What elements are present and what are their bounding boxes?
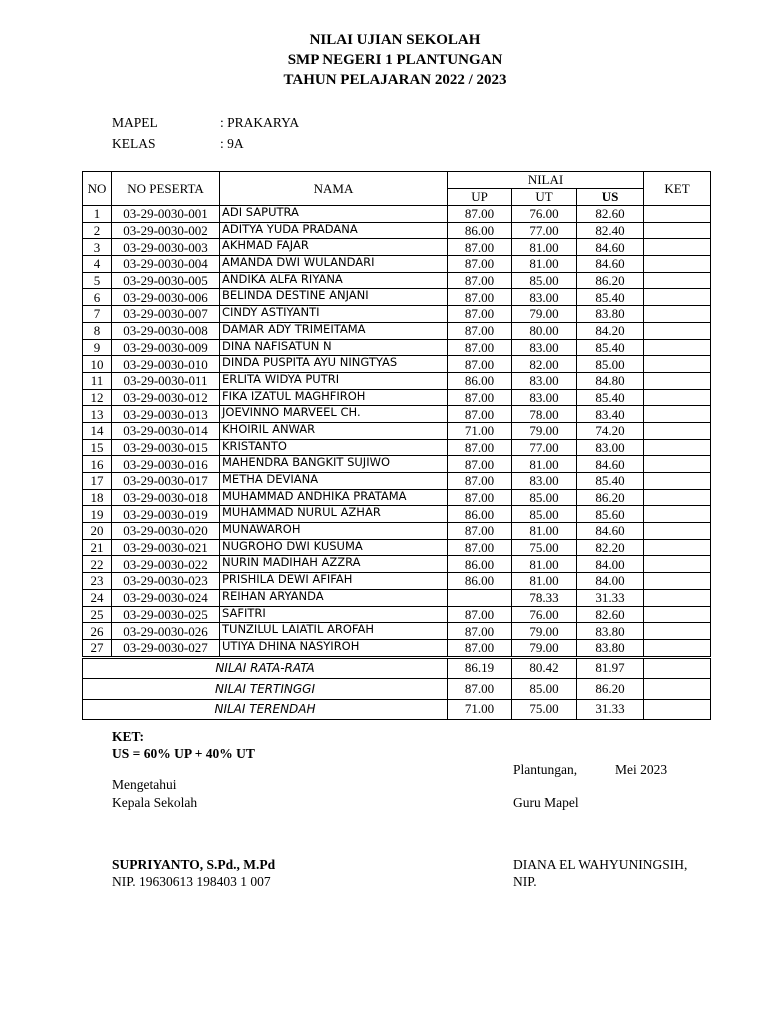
- row-ut: 79.00: [512, 639, 577, 657]
- row-us: 86.20: [577, 489, 644, 506]
- kepala-nip: NIP. 19630613 198403 1 007: [112, 874, 271, 889]
- row-up: 87.00: [448, 272, 512, 289]
- row-nama: MUNAWAROH: [220, 523, 448, 540]
- row-nama: NURIN MADIHAH AZZRA: [220, 556, 448, 573]
- header-no: NO: [83, 172, 112, 206]
- signature-date: Mei 2023: [615, 762, 668, 777]
- row-ket: [644, 623, 711, 640]
- row-no: 24: [83, 589, 112, 606]
- row-nama: CINDY ASTIYANTI: [220, 306, 448, 323]
- summary-us: 86.20: [577, 679, 644, 700]
- table-row: [83, 306, 711, 323]
- row-us: 84.60: [577, 239, 644, 256]
- row-no: 26: [83, 623, 112, 640]
- row-ut: 80.00: [512, 322, 577, 339]
- table-row: [83, 256, 711, 273]
- table-row: [83, 222, 711, 239]
- doc-title-line1: NILAI UJIAN SEKOLAH: [309, 32, 481, 48]
- row-peserta: 03-29-0030-015: [112, 439, 220, 456]
- row-peserta: 03-29-0030-009: [112, 339, 220, 356]
- row-ket: [644, 256, 711, 273]
- row-ket: [644, 456, 711, 473]
- row-no: 5: [83, 272, 112, 289]
- row-nama: MUHAMMAD ANDHIKA PRATAMA: [220, 489, 448, 506]
- row-us: 84.20: [577, 322, 644, 339]
- row-us: 84.60: [577, 256, 644, 273]
- row-up: 86.00: [448, 573, 512, 590]
- row-no: 21: [83, 539, 112, 556]
- table-row: [83, 573, 711, 590]
- row-peserta: 03-29-0030-026: [112, 623, 220, 640]
- table-row: [83, 239, 711, 256]
- row-up: 87.00: [448, 256, 512, 273]
- row-peserta: 03-29-0030-013: [112, 406, 220, 423]
- ket-label: KET:: [112, 729, 145, 744]
- row-peserta: 03-29-0030-027: [112, 639, 220, 657]
- table-row: [83, 639, 711, 657]
- header-up: UP: [448, 189, 512, 206]
- row-us: 82.60: [577, 606, 644, 623]
- row-ut: 81.00: [512, 573, 577, 590]
- row-no: 22: [83, 556, 112, 573]
- row-up: 87.00: [448, 406, 512, 423]
- row-no: 4: [83, 256, 112, 273]
- row-up: 71.00: [448, 422, 512, 439]
- row-us: 83.40: [577, 406, 644, 423]
- row-ut: 85.00: [512, 272, 577, 289]
- row-ut: 78.00: [512, 406, 577, 423]
- row-no: 18: [83, 489, 112, 506]
- row-nama: AKHMAD FAJAR: [220, 239, 448, 256]
- row-up: 86.00: [448, 506, 512, 523]
- row-ut: 82.00: [512, 356, 577, 373]
- row-ket: [644, 372, 711, 389]
- row-ut: 79.00: [512, 623, 577, 640]
- row-ket: [644, 589, 711, 606]
- row-ut: 81.00: [512, 456, 577, 473]
- row-nama: PRISHILA DEWI AFIFAH: [220, 573, 448, 590]
- table-row: [83, 289, 711, 306]
- row-us: 84.00: [577, 556, 644, 573]
- row-ut: 81.00: [512, 556, 577, 573]
- row-us: 83.80: [577, 623, 644, 640]
- table-row: [83, 606, 711, 623]
- kepala-name: SUPRIYANTO, S.Pd., M.Pd: [112, 857, 276, 872]
- row-peserta: 03-29-0030-023: [112, 573, 220, 590]
- table-row: [83, 623, 711, 640]
- summary-row: [83, 679, 711, 700]
- table-row: [83, 473, 711, 490]
- student-rows: [83, 206, 711, 658]
- header-nama: NAMA: [220, 172, 448, 206]
- table-row: [83, 539, 711, 556]
- signature-place: Plantungan,: [513, 762, 578, 777]
- header-ket: KET: [644, 172, 711, 206]
- row-ket: [644, 639, 711, 657]
- row-nama: MUHAMMAD NURUL AZHAR: [220, 506, 448, 523]
- row-ut: 81.00: [512, 523, 577, 540]
- row-us: 84.00: [577, 573, 644, 590]
- summary-up: 86.19: [448, 657, 512, 679]
- table-row: [83, 389, 711, 406]
- row-up: 87.00: [448, 322, 512, 339]
- row-no: 9: [83, 339, 112, 356]
- row-us: 84.60: [577, 523, 644, 540]
- row-nama: FIKA IZATUL MAGHFIROH: [220, 389, 448, 406]
- row-up: 86.00: [448, 222, 512, 239]
- summary-ket: [644, 699, 711, 720]
- row-no: 23: [83, 573, 112, 590]
- row-us: 85.40: [577, 289, 644, 306]
- row-up: 87.00: [448, 606, 512, 623]
- row-nama: SAFITRI: [220, 606, 448, 623]
- guru-name: DIANA EL WAHYUNINGSIH,: [513, 857, 688, 872]
- row-ut: 83.00: [512, 473, 577, 490]
- row-up: 87.00: [448, 473, 512, 490]
- header-us: US: [577, 189, 644, 206]
- summary-label: NILAI TERTINGGI: [83, 679, 448, 700]
- grades-table: [82, 171, 711, 720]
- row-ut: 81.00: [512, 256, 577, 273]
- row-nama: BELINDA DESTINE ANJANI: [220, 289, 448, 306]
- row-ket: [644, 356, 711, 373]
- row-peserta: 03-29-0030-004: [112, 256, 220, 273]
- row-peserta: 03-29-0030-020: [112, 523, 220, 540]
- row-nama: NUGROHO DWI KUSUMA: [220, 539, 448, 556]
- row-peserta: 03-29-0030-006: [112, 289, 220, 306]
- row-up: 87.00: [448, 389, 512, 406]
- table-row: [83, 523, 711, 540]
- row-nama: UTIYA DHINA NASYIROH: [220, 639, 448, 657]
- row-nama: DAMAR ADY TRIMEITAMA: [220, 322, 448, 339]
- row-up: 87.00: [448, 206, 512, 223]
- row-up: 87.00: [448, 339, 512, 356]
- row-no: 14: [83, 422, 112, 439]
- row-no: 6: [83, 289, 112, 306]
- guru-title: Guru Mapel: [513, 795, 579, 810]
- row-peserta: 03-29-0030-016: [112, 456, 220, 473]
- row-us: 85.40: [577, 473, 644, 490]
- row-us: 85.40: [577, 389, 644, 406]
- row-nama: KHOIRIL ANWAR: [220, 422, 448, 439]
- row-us: 84.60: [577, 456, 644, 473]
- row-ket: [644, 523, 711, 540]
- row-nama: JOEVINNO MARVEEL CH.: [220, 406, 448, 423]
- row-up: 87.00: [448, 239, 512, 256]
- summary-ket: [644, 657, 711, 679]
- row-us: 83.80: [577, 306, 644, 323]
- row-ket: [644, 272, 711, 289]
- kelas-label: KELAS: [112, 136, 156, 151]
- summary-label: NILAI RATA-RATA: [83, 657, 448, 679]
- row-ket: [644, 539, 711, 556]
- row-ket: [644, 422, 711, 439]
- row-up: 87.00: [448, 306, 512, 323]
- row-no: 3: [83, 239, 112, 256]
- row-peserta: 03-29-0030-014: [112, 422, 220, 439]
- mengetahui-text: Mengetahui: [112, 777, 177, 792]
- row-ut: 83.00: [512, 289, 577, 306]
- row-up: 87.00: [448, 539, 512, 556]
- row-peserta: 03-29-0030-005: [112, 272, 220, 289]
- row-ket: [644, 206, 711, 223]
- row-no: 16: [83, 456, 112, 473]
- row-peserta: 03-29-0030-019: [112, 506, 220, 523]
- mapel-value: : PRAKARYA: [220, 115, 300, 130]
- table-row: [83, 406, 711, 423]
- row-peserta: 03-29-0030-017: [112, 473, 220, 490]
- row-ket: [644, 439, 711, 456]
- row-up: 87.00: [448, 456, 512, 473]
- row-up: 87.00: [448, 289, 512, 306]
- row-no: 2: [83, 222, 112, 239]
- row-up: [448, 589, 512, 606]
- row-peserta: 03-29-0030-007: [112, 306, 220, 323]
- row-us: 85.00: [577, 356, 644, 373]
- row-peserta: 03-29-0030-012: [112, 389, 220, 406]
- row-up: 87.00: [448, 489, 512, 506]
- row-us: 83.00: [577, 439, 644, 456]
- row-ket: [644, 556, 711, 573]
- row-ut: 76.00: [512, 606, 577, 623]
- table-row: [83, 356, 711, 373]
- row-nama: REIHAN ARYANDA: [220, 589, 448, 606]
- row-nama: ADI SAPUTRA: [220, 206, 448, 223]
- row-ut: 81.00: [512, 239, 577, 256]
- row-nama: AMANDA DWI WULANDARI: [220, 256, 448, 273]
- row-ut: 77.00: [512, 222, 577, 239]
- row-no: 25: [83, 606, 112, 623]
- summary-row: [83, 699, 711, 720]
- row-us: 82.40: [577, 222, 644, 239]
- row-nama: ERLITA WIDYA PUTRI: [220, 372, 448, 389]
- row-nama: MAHENDRA BANGKIT SUJIWO: [220, 456, 448, 473]
- row-no: 27: [83, 639, 112, 657]
- row-peserta: 03-29-0030-018: [112, 489, 220, 506]
- row-nama: METHA DEVIANA: [220, 473, 448, 490]
- row-ut: 83.00: [512, 372, 577, 389]
- row-nama: KRISTANTO: [220, 439, 448, 456]
- row-ket: [644, 322, 711, 339]
- row-peserta: 03-29-0030-011: [112, 372, 220, 389]
- row-ut: 76.00: [512, 206, 577, 223]
- summary-ut: 75.00: [512, 699, 577, 720]
- summary-ket: [644, 679, 711, 700]
- row-ut: 75.00: [512, 539, 577, 556]
- doc-title-line3: TAHUN PELAJARAN 2022 / 2023: [283, 72, 507, 88]
- table-row: [83, 506, 711, 523]
- row-no: 10: [83, 356, 112, 373]
- table-row: [83, 439, 711, 456]
- row-peserta: 03-29-0030-025: [112, 606, 220, 623]
- row-ut: 83.00: [512, 339, 577, 356]
- row-us: 86.20: [577, 272, 644, 289]
- table-row: [83, 589, 711, 606]
- row-peserta: 03-29-0030-021: [112, 539, 220, 556]
- header-nilai: NILAI: [448, 172, 644, 189]
- row-us: 82.60: [577, 206, 644, 223]
- row-no: 7: [83, 306, 112, 323]
- row-up: 86.00: [448, 372, 512, 389]
- row-up: 87.00: [448, 639, 512, 657]
- row-no: 20: [83, 523, 112, 540]
- row-up: 87.00: [448, 523, 512, 540]
- row-ut: 79.00: [512, 306, 577, 323]
- table-row: [83, 456, 711, 473]
- kelas-value: : 9A: [220, 136, 244, 151]
- row-peserta: 03-29-0030-010: [112, 356, 220, 373]
- summary-row: [83, 657, 711, 679]
- row-ut: 79.00: [512, 422, 577, 439]
- row-nama: ANDIKA ALFA RIYANA: [220, 272, 448, 289]
- row-no: 8: [83, 322, 112, 339]
- row-us: 85.60: [577, 506, 644, 523]
- row-ut: 85.00: [512, 489, 577, 506]
- row-ket: [644, 306, 711, 323]
- summary-label: NILAI TERENDAH: [83, 699, 448, 720]
- row-ket: [644, 506, 711, 523]
- row-ket: [644, 339, 711, 356]
- row-ut: 78.33: [512, 589, 577, 606]
- row-peserta: 03-29-0030-002: [112, 222, 220, 239]
- summary-ut: 85.00: [512, 679, 577, 700]
- row-nama: DINA NAFISATUN N: [220, 339, 448, 356]
- header-peserta: NO PESERTA: [112, 172, 220, 206]
- summary-us: 31.33: [577, 699, 644, 720]
- guru-nip: NIP.: [513, 874, 537, 889]
- summary-ut: 80.42: [512, 657, 577, 679]
- row-us: 84.80: [577, 372, 644, 389]
- table-row: [83, 339, 711, 356]
- table-row: [83, 422, 711, 439]
- kepala-title: Kepala Sekolah: [112, 795, 198, 810]
- row-ket: [644, 473, 711, 490]
- row-no: 17: [83, 473, 112, 490]
- row-peserta: 03-29-0030-008: [112, 322, 220, 339]
- row-ket: [644, 406, 711, 423]
- table-row: [83, 556, 711, 573]
- row-us: 85.40: [577, 339, 644, 356]
- row-no: 11: [83, 372, 112, 389]
- row-no: 19: [83, 506, 112, 523]
- table-row: [83, 489, 711, 506]
- row-ket: [644, 606, 711, 623]
- row-ut: 83.00: [512, 389, 577, 406]
- row-nama: ADITYA YUDA PRADANA: [220, 222, 448, 239]
- row-us: 83.80: [577, 639, 644, 657]
- row-ket: [644, 573, 711, 590]
- row-ket: [644, 289, 711, 306]
- row-ket: [644, 239, 711, 256]
- row-ket: [644, 222, 711, 239]
- table-row: [83, 206, 711, 223]
- row-us: 31.33: [577, 589, 644, 606]
- row-up: 86.00: [448, 556, 512, 573]
- row-us: 74.20: [577, 422, 644, 439]
- row-no: 12: [83, 389, 112, 406]
- summary-rows: [83, 657, 711, 720]
- row-up: 87.00: [448, 623, 512, 640]
- row-nama: DINDA PUSPITA AYU NINGTYAS: [220, 356, 448, 373]
- summary-us: 81.97: [577, 657, 644, 679]
- row-peserta: 03-29-0030-003: [112, 239, 220, 256]
- row-peserta: 03-29-0030-024: [112, 589, 220, 606]
- row-ket: [644, 389, 711, 406]
- row-ut: 77.00: [512, 439, 577, 456]
- row-no: 1: [83, 206, 112, 223]
- table-row: [83, 272, 711, 289]
- row-up: 87.00: [448, 356, 512, 373]
- summary-up: 71.00: [448, 699, 512, 720]
- row-nama: TUNZILUL LAIATIL AROFAH: [220, 623, 448, 640]
- row-ut: 85.00: [512, 506, 577, 523]
- row-no: 13: [83, 406, 112, 423]
- row-up: 87.00: [448, 439, 512, 456]
- summary-up: 87.00: [448, 679, 512, 700]
- table-row: [83, 322, 711, 339]
- row-ket: [644, 489, 711, 506]
- row-no: 15: [83, 439, 112, 456]
- header-ut: UT: [512, 189, 577, 206]
- row-peserta: 03-29-0030-001: [112, 206, 220, 223]
- doc-title-line2: SMP NEGERI 1 PLANTUNGAN: [287, 52, 503, 68]
- mapel-label: MAPEL: [112, 115, 158, 130]
- row-peserta: 03-29-0030-022: [112, 556, 220, 573]
- table-row: [83, 372, 711, 389]
- row-us: 82.20: [577, 539, 644, 556]
- formula-text: US = 60% UP + 40% UT: [112, 746, 255, 761]
